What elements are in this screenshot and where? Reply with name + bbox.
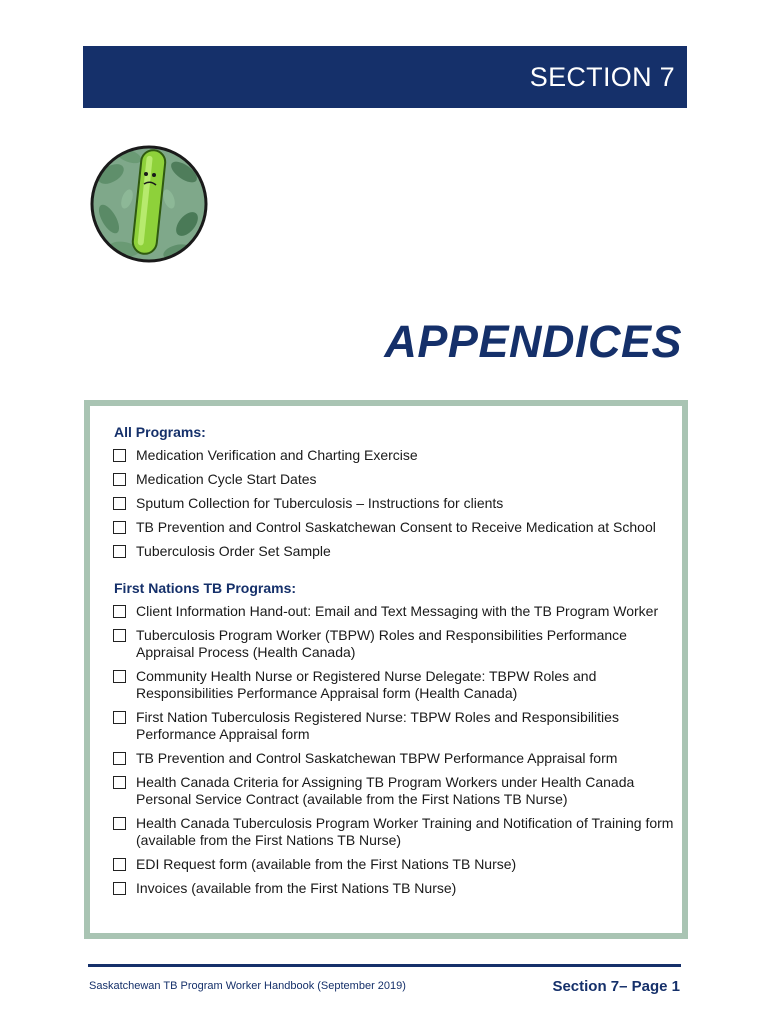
item-label: First Nation Tuberculosis Registered Nurse: TBPW Roles and Responsibilities Performance Appraisal form [136, 709, 619, 742]
section-banner [83, 46, 687, 108]
checkbox[interactable] [113, 670, 126, 683]
item-label: Community Health Nurse or Registered Nurse Delegate: TBPW Roles and Responsibilities Performance Appraisal form (Health Canada) [136, 668, 597, 701]
all-programs-list [90, 447, 682, 560]
section-label: SECTION 7 [529, 62, 675, 92]
list-item [90, 447, 682, 464]
item-label: Medication Cycle Start Dates [136, 471, 317, 487]
list-item [90, 543, 682, 560]
item-label: Health Canada Tuberculosis Program Worker Training and Notification of Training form (available from the First Nations TB Nurse) [136, 815, 674, 848]
checkbox[interactable] [113, 882, 126, 895]
checkbox[interactable] [113, 711, 126, 724]
checkbox[interactable] [113, 473, 126, 486]
item-label: Health Canada Criteria for Assigning TB Program Workers under Health Canada Personal Service Contract (available from the First Nations TB Nurse) [136, 774, 635, 807]
list-item [90, 709, 682, 743]
checkbox[interactable] [113, 776, 126, 789]
item-label: TB Prevention and Control Saskatchewan TBPW Performance Appraisal form [136, 750, 618, 766]
item-label: Invoices (available from the First Nations TB Nurse) [136, 880, 457, 896]
list-item [90, 627, 682, 661]
footer-page-number: Section 7– Page 1 [552, 978, 680, 995]
tb-bacterium-illustration [89, 144, 209, 264]
list-item [90, 495, 682, 512]
list-item [90, 774, 682, 808]
checkbox[interactable] [113, 817, 126, 830]
item-label: EDI Request form (available from the First Nations TB Nurse) [136, 856, 517, 872]
list-item [90, 750, 682, 767]
page-title: APPENDICES [384, 316, 682, 367]
list-item [90, 880, 682, 897]
checkbox[interactable] [113, 521, 126, 534]
item-label: Client Information Hand-out: Email and Text Messaging with the TB Program Worker [136, 603, 659, 619]
list-item [90, 603, 682, 620]
list-item [90, 668, 682, 702]
item-label: Tuberculosis Order Set Sample [136, 543, 331, 559]
item-label: TB Prevention and Control Saskatchewan Consent to Receive Medication at School [136, 519, 656, 535]
item-label: Tuberculosis Program Worker (TBPW) Roles and Responsibilities Performance Appraisal Process (Health Canada) [136, 627, 627, 660]
list-item [90, 519, 682, 536]
checkbox[interactable] [113, 752, 126, 765]
checkbox[interactable] [113, 858, 126, 871]
footer-divider [88, 964, 681, 967]
checkbox[interactable] [113, 545, 126, 558]
appendices-box [84, 400, 688, 939]
checkbox[interactable] [113, 605, 126, 618]
group-heading-all-programs: All Programs: [114, 424, 206, 440]
item-label: Sputum Collection for Tuberculosis – Instructions for clients [136, 495, 504, 511]
group-heading-first-nations: First Nations TB Programs: [114, 580, 297, 596]
list-item [90, 856, 682, 873]
list-item [90, 815, 682, 849]
checkbox[interactable] [113, 497, 126, 510]
first-nations-list [90, 603, 682, 897]
checkbox[interactable] [113, 449, 126, 462]
footer-handbook-title: Saskatchewan TB Program Worker Handbook (September 2019) [89, 980, 406, 992]
item-label: Medication Verification and Charting Exercise [136, 447, 418, 463]
checkbox[interactable] [113, 629, 126, 642]
list-item [90, 471, 682, 488]
